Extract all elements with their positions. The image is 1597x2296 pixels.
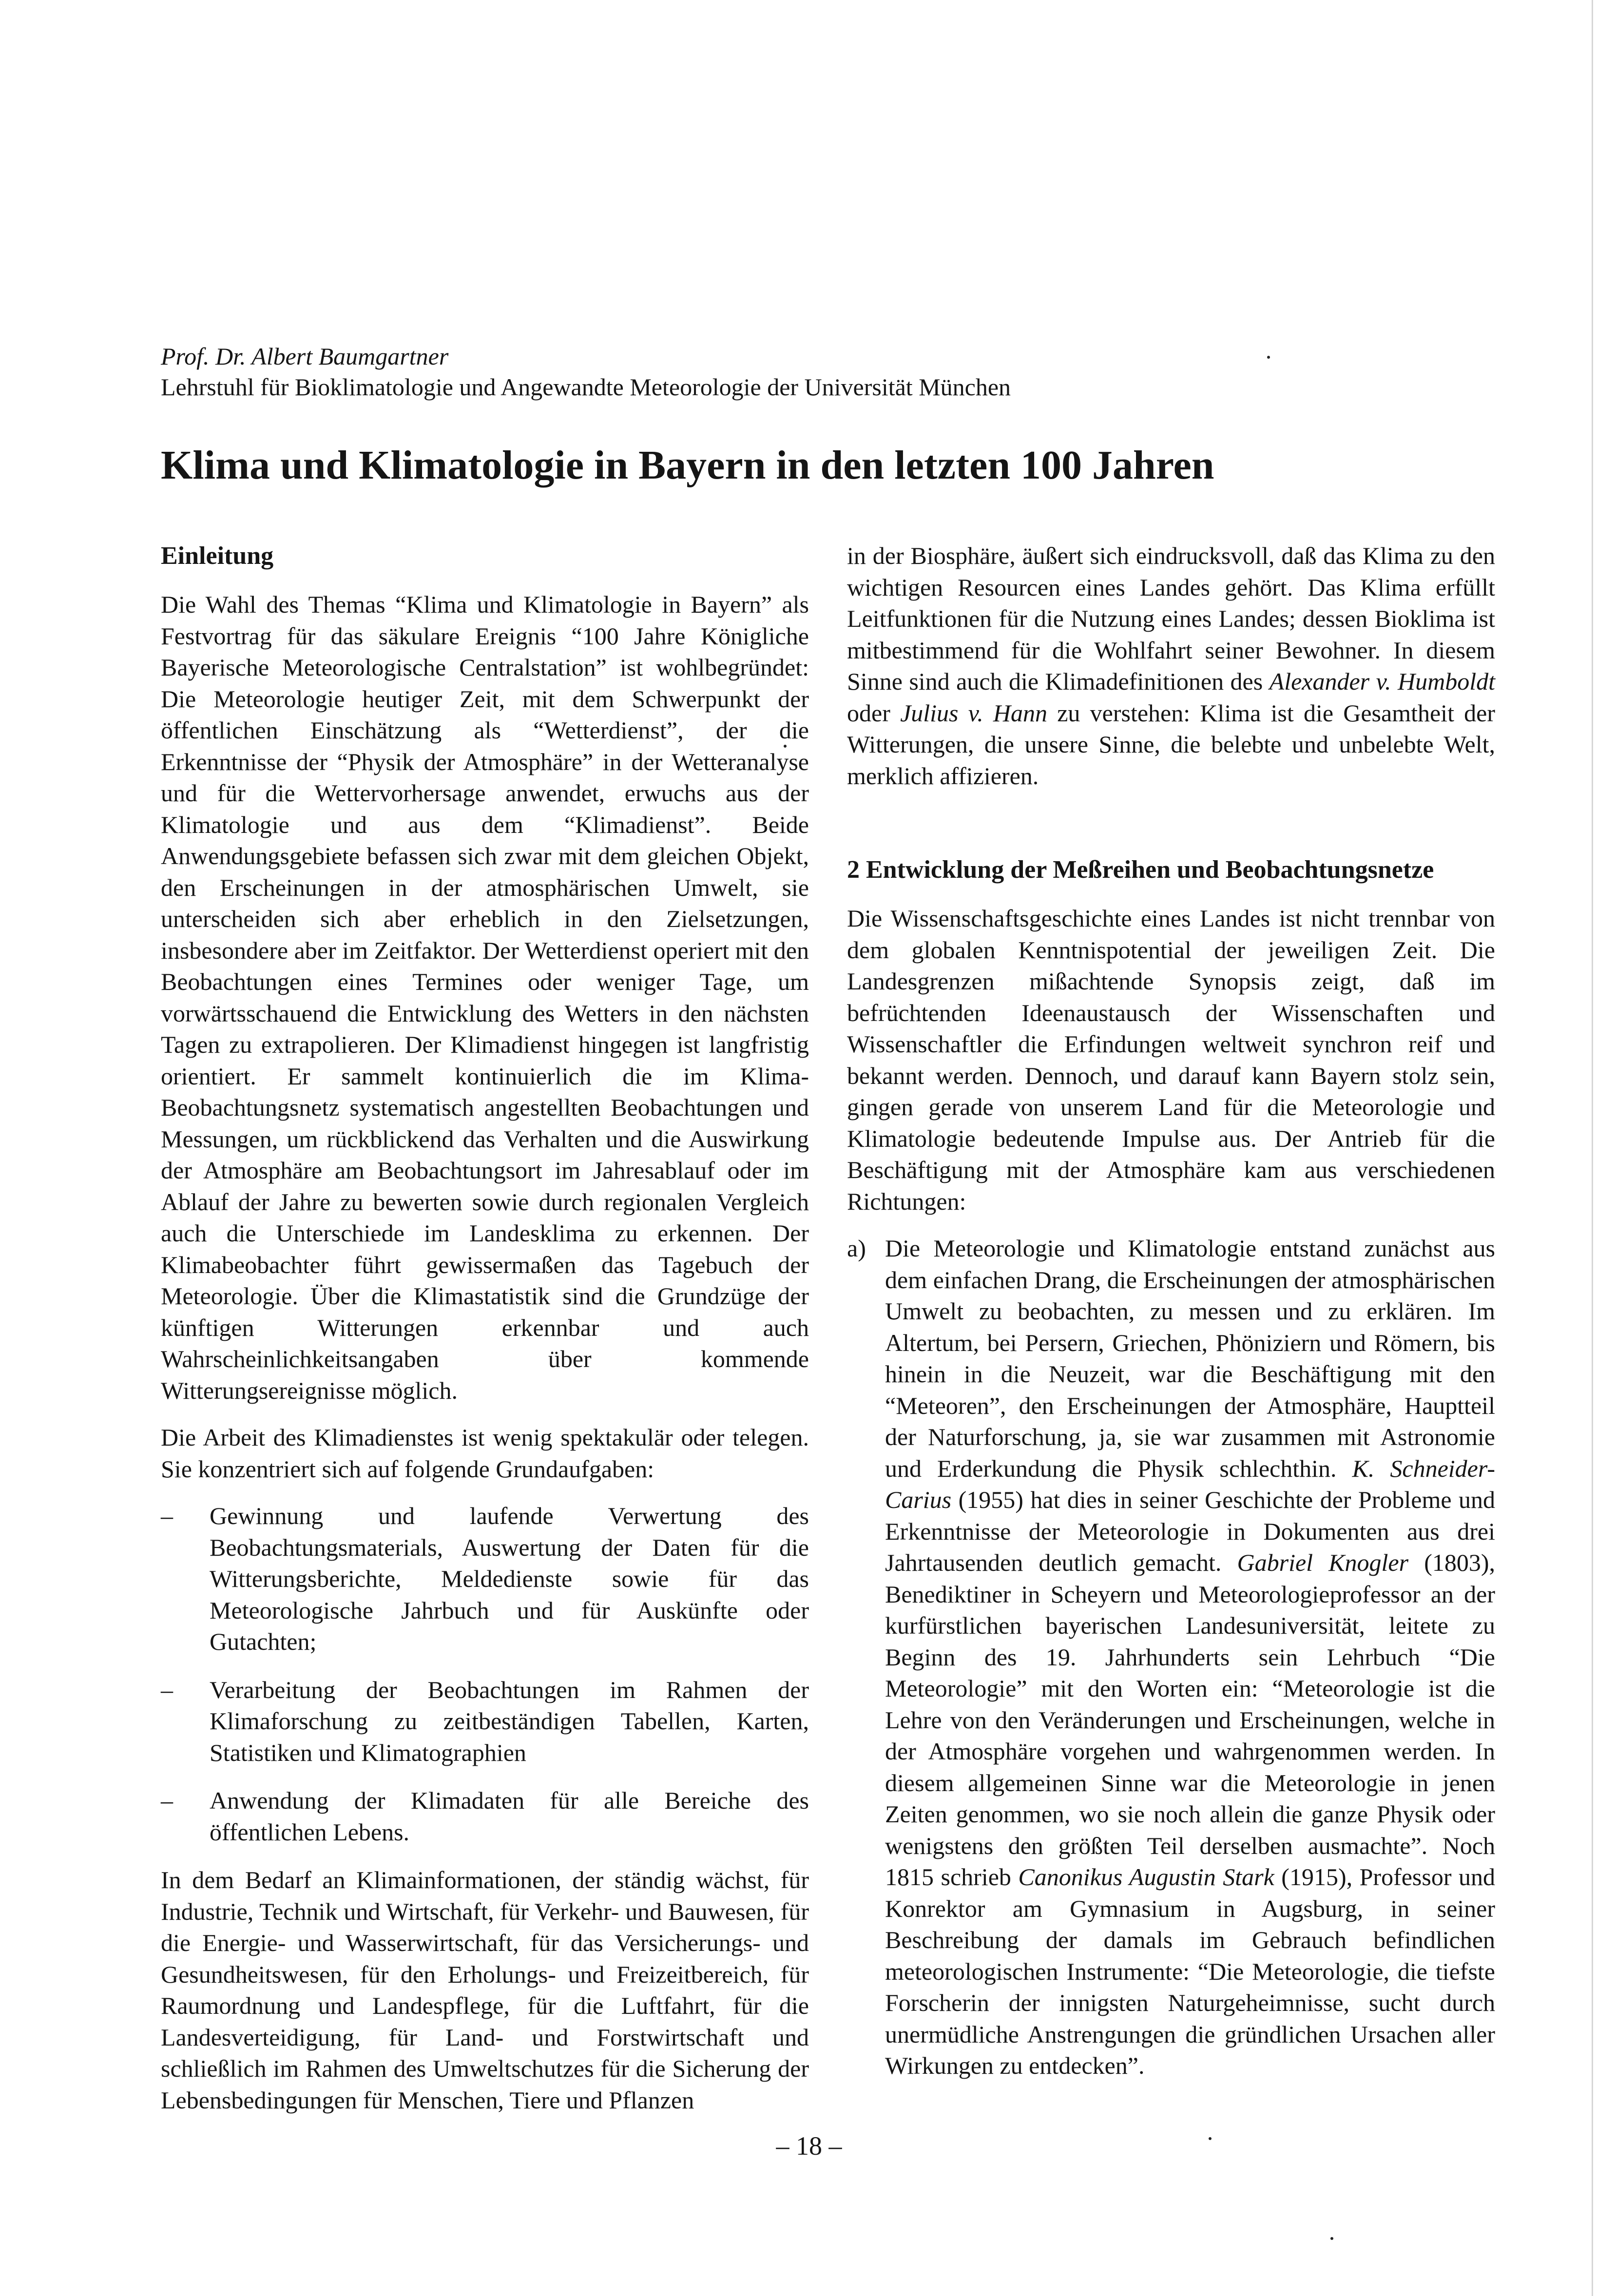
- author-affiliation: Lehrstuhl für Bioklimatologie und Angewandte Meteorologie der Universität München: [161, 373, 1011, 401]
- scan-speck: [1209, 2137, 1212, 2140]
- text-run: in der Biosphäre, äußert sich eindrucksvoll, daß das Klima zu den wichtigen Resourcen eines Landes gehört. Das Klima erfüllt Leitfunktionen für die Nutzung eines Landes; dessen Bioklima ist mitbestimmend für die Wohlfahrt seiner Bewohner. In diesem Sinne sind auch die Klimadefinitionen des: [847, 542, 1495, 695]
- text-run: Die Meteorologie und Klimatologie entstand zunächst aus dem einfachen Drang, die Erscheinungen der atmosphärischen Umwelt zu beobachten, zu messen und zu erklären. Im Altertum, bei Persern, Griechen, Phöniziern und Römern, bis hinein in die Neuzeit, war die Beschäftigung mit den “Meteoren”, den Erscheinungen der Atmosphäre, Hauptteil der Naturforschung, ja, sie war zusammen mit Astronomie und Erderkundung die Physik schlechthin.: [885, 1235, 1495, 1482]
- person-name-knogler: Gabriel Knogler: [1237, 1549, 1409, 1576]
- text-run: (1803), Benediktiner in Scheyern und Meteorologieprofessor an der kurfürstlichen bayerischen Landesuniversität, leitete zu Beginn des 19. Jahrhunderts sein Lehrbuch “Die Meteorologie” mit den Worten ein: “Meteorologie ist die Lehre von den Veränderungen und Erscheinungen, welche in der Atmosphäre vorgehen und wahrgenommen werden. In diesem allgemeinen Sinne war die Meteorologie in jenen Zeiten genommen, wo sie noch allein die ganze Physik oder wenigstens den größten Teil derselben ausmachte”. Noch 1815 schrieb: [885, 1549, 1496, 1891]
- task-list: [161, 1500, 809, 1848]
- person-name-stark: Canonikus Augustin Stark: [1018, 1863, 1274, 1891]
- person-name-humboldt: Alexander v. Humboldt: [1269, 668, 1496, 695]
- right-column: [847, 540, 1495, 2082]
- list-item-text: Anwendung der Klimadaten für alle Bereiche des öffentlichen Lebens.: [210, 1787, 809, 1846]
- intro-paragraph-2: Die Arbeit des Klimadienstes ist wenig spektakulär oder telegen. Sie konzentriert sich auf folgende Grundaufgaben:: [161, 1424, 809, 1483]
- text-run: oder: [847, 699, 890, 727]
- author-name: Prof. Dr. Albert Baumgartner: [161, 343, 449, 370]
- author-header: [161, 341, 1428, 403]
- list-item: [161, 1674, 809, 1769]
- dash-marker: –: [161, 1676, 173, 1703]
- list-marker-a: a): [847, 1235, 866, 1262]
- section-heading-2: 2 Entwicklung der Meßreihen und Beobachtungsnetze: [847, 856, 1434, 884]
- list-item-text: Verarbeitung der Beobachtungen im Rahmen der Klimaforschung zu zeitbeständigen Tabellen, Karten, Statistiken und Klimatographien: [210, 1676, 809, 1766]
- person-name-hann: Julius v. Hann: [900, 699, 1048, 727]
- list-item: [161, 1785, 809, 1848]
- list-item-a: [847, 1233, 1495, 2082]
- section-heading-einleitung: Einleitung: [161, 542, 274, 570]
- scan-speck: [784, 745, 787, 748]
- enumerated-list: [847, 1233, 1495, 2082]
- person-name-schneider-carius: K. Schneider-Carius: [885, 1454, 1495, 1513]
- list-item: [161, 1500, 809, 1658]
- scan-speck: [1330, 2237, 1333, 2240]
- list-item-text: Gewinnung und laufende Verwertung des Beobachtungsmaterials, Auswertung der Daten für die Witterungsberichte, Meldedienste sowie für das Meteorologische Jahrbuch und für Auskünfte oder Gutachten;: [210, 1502, 809, 1655]
- section-2-paragraph-1: Die Wissenschaftsgeschichte eines Landes ist nicht trennbar von dem globalen Kenntnispotential der jeweiligen Zeit. Die Landesgrenzen mißachtende Synopsis zeigt, daß im befrüchtenden Ideenaustausch der Wissenschaften und Wissenschaftler die Erfindungen weltweit synchron reif und bekannt werden. Dennoch, und darauf kann Bayern stolz sein, gingen gerade von unserem Land für die Meteorologie und Klimatologie bedeutende Impulse aus. Der Antrieb für die Beschäftigung mit der Atmosphäre kam aus verschiedenen Richtungen:: [847, 905, 1495, 1215]
- article-title: Klima und Klimatologie in Bayern in den letzten 100 Jahren: [161, 443, 1214, 488]
- intro-paragraph-1: Die Wahl des Themas “Klima und Klimatologie in Bayern” als Festvortrag für das säkulare Ereignis “100 Jahre Königliche Bayerische Meteorologische Centralstation” ist wohlbegründet: Die Meteorologie heutiger Zeit, mit dem Schwerpunkt der öffentlichen Einschätzung als “Wetterdienst”, der die Erkenntnisse der “Physik der Atmosphäre” in der Wetteranalyse und für die Wettervorhersage anwendet, erwuchs aus der Klimatologie und aus dem “Klimadienst”. Beide Anwendungsgebiete befassen sich zwar mit dem gleichen Objekt, den Erscheinungen in der atmosphärischen Umwelt, sie unterscheiden sich aber erheblich in den Zielsetzungen, insbesondere aber im Zeitfaktor. Der Wetterdienst operiert mit den Beobachtungen eines Termines oder weniger Tage, um vorwärtsschauend die Entwicklung des Wetters in den nächsten Tagen zu extrapolieren. Der Klimadienst hingegen ist langfristig orientiert. Er sammelt kontinuierlich die im Klima-Beobachtungsnetz systematisch angestellten Beobachtungen und Messungen, um rückblickend das Verhalten und die Auswirkung der Atmosphäre am Beobachtungsort im Jahresablauf oder im Ablauf der Jahre zu bewerten sowie durch regionalen Vergleich auch die Unterschiede im Landesklima zu erkennen. Der Klimabeobachter führt gewissermaßen das Tagebuch der Meteorologie. Über die Klimastatistik sind die Grundzüge der künftigen Witterungen erkennbar und auch Wahrscheinlichkeitsangaben über kommende Witterungsereignisse möglich.: [161, 591, 809, 1404]
- dash-marker: –: [161, 1502, 173, 1529]
- left-column: [161, 540, 809, 2131]
- text-run: zu verstehen: Klima ist die Gesamtheit der Witterungen, die unsere Sinne, die belebte und unbelebte Welt, merklich affizieren.: [847, 699, 1496, 790]
- page-number: – 18 –: [776, 2131, 842, 2161]
- scan-speck: [1267, 356, 1270, 359]
- intro-paragraph-3: In dem Bedarf an Klimainformationen, der ständig wächst, für Industrie, Technik und Wirtschaft, für Verkehr- und Bauwesen, für die Energie- und Wasserwirtschaft, für das Versicherungs- und Gesundheitswesen, für den Erholungs- und Freizeitbereich, für Raumordnung und Landespflege, für die Luftfahrt, für die Landesverteidigung, für Land- und Forstwirtschaft und schließlich im Rahmen des Umweltschutzes für die Sicherung der Lebensbedingungen für Menschen, Tiere und Pflanzen: [161, 1866, 809, 2114]
- continued-paragraph: [847, 540, 1495, 791]
- dash-marker: –: [161, 1787, 173, 1814]
- text-run: (1915), Professor und Konrektor am Gymnasium in Augsburg, in seiner Beschreibung der damals im Gebrauch befindlichen meteorologischen Instrumente: “Die Meteorologie, die tiefste Forscherin der innigsten Naturgeheimnisse, sucht durch unermüdliche Anstrengungen die gründlichen Ursachen aller Wirkungen zu entdecken”.: [885, 1863, 1495, 2079]
- text-run: (1955) hat dies in seiner Geschichte der Probleme und Erkenntnisse der Meteorologie in Dokumenten aus drei Jahrtausenden deutlich gemacht.: [885, 1486, 1495, 1576]
- scan-edge-line: [1592, 0, 1593, 2296]
